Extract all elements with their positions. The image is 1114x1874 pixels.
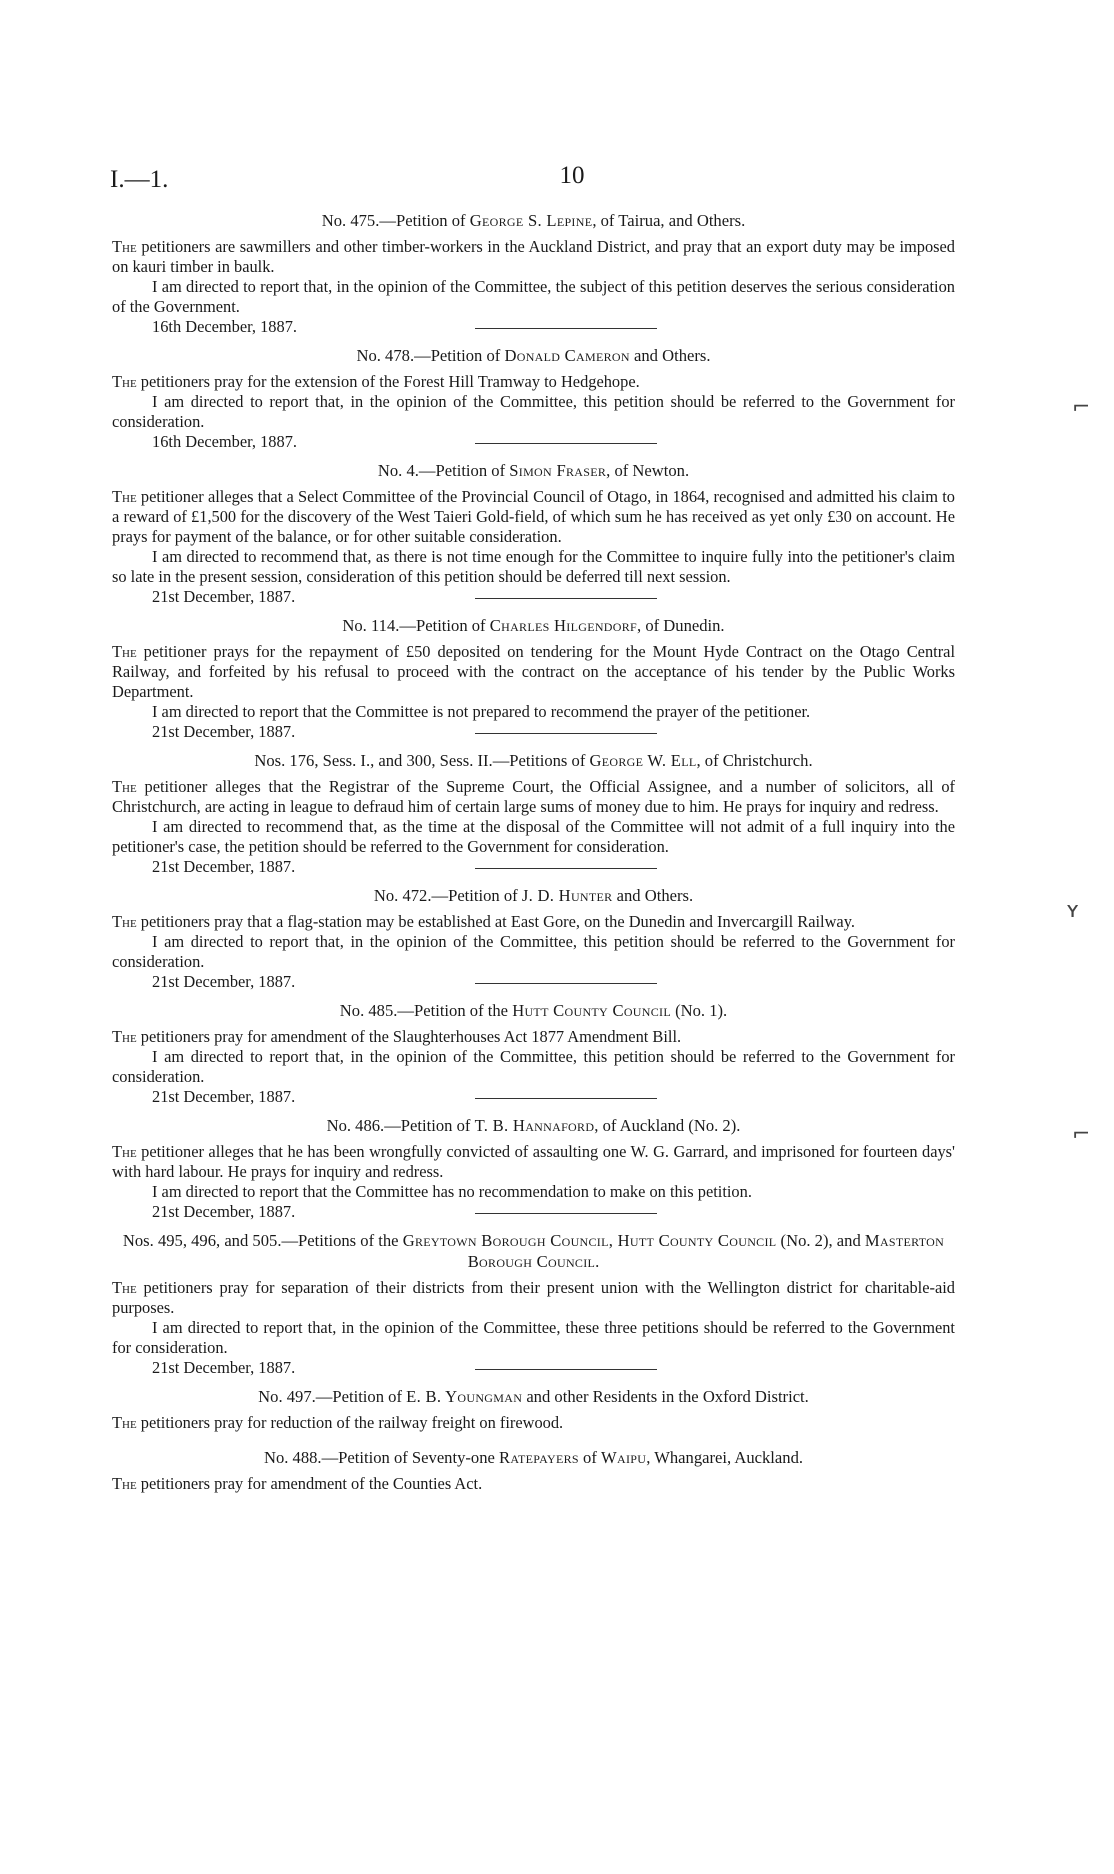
petition-body: The petitioners pray for the extension of the Forest Hill Tramway to Hedgehope. (112, 372, 640, 391)
petitioner-name: George S. Lepine (469, 211, 593, 230)
page-header (110, 162, 1000, 206)
report-date: 21st December, 1887. (152, 1087, 296, 1106)
report-date: 16th December, 1887. (152, 432, 297, 451)
petitions-list (112, 210, 955, 1494)
committee-report: I am directed to report that, in the opinion of the Committee, these three petitions should be referred to the Government for consideration. (112, 1318, 955, 1357)
petitioner-name: Waipu (601, 1448, 647, 1467)
petitioner-name: Hutt County Council (512, 1001, 671, 1020)
committee-report: I am directed to recommend that, as there is not time enough for the Committee to inquire fully into the petitioner's claim so late in the present session, consideration of this petition should be deferred till next session. (112, 547, 955, 586)
section-divider (475, 733, 657, 734)
report-date: 21st December, 1887. (152, 1358, 296, 1377)
petition-body: The petitioner alleges that the Registrar of the Supreme Court, the Official Assignee, and a number of solicitors, all of Christchurch, are acting in league to defraud him of certain large sums of money due to him. He prays for inquiry and redress. (112, 777, 955, 816)
page-number: 10 (559, 162, 585, 189)
petitioner-name: Masterton Borough Council (467, 1231, 945, 1271)
petitioner-name: J. D. Hunter (521, 886, 613, 905)
petition-entry (112, 1000, 955, 1106)
report-date: 21st December, 1887. (152, 972, 296, 991)
committee-report: I am directed to report that, in the opinion of the Committee, this petition should be referred to the Government for consideration. (112, 392, 955, 431)
report-date: 16th December, 1887. (152, 317, 297, 336)
section-divider (475, 328, 657, 329)
section-divider (475, 868, 657, 869)
section-divider (475, 443, 657, 444)
petition-entry (112, 1230, 955, 1377)
petition-entry (112, 345, 955, 451)
petition-entry (112, 1115, 955, 1221)
petitioner-name: E. B. Youngman (406, 1387, 523, 1406)
petition-heading: No. 488.—Petition of Seventy-one Ratepayers of Waipu, Whangarei, Auckland. (263, 1448, 804, 1467)
petition-entry (112, 615, 955, 741)
section-divider (475, 1369, 657, 1370)
petition-entry (112, 885, 955, 991)
section-divider (475, 983, 657, 984)
petition-heading: No. 114.—Petition of Charles Hilgendorf, of Dunedin. (342, 616, 725, 635)
petition-entry (112, 750, 955, 876)
report-date: 21st December, 1887. (152, 1202, 296, 1221)
paper-reference: I.—1. (110, 166, 169, 193)
committee-report: I am directed to report that, in the opinion of the Committee, this petition should be referred to the Government for consideration. (112, 932, 955, 971)
petitioner-name: Donald Cameron (504, 346, 630, 365)
petition-body: The petitioners pray for separation of their districts from their present union with the Wellington district for charitable-aid purposes. (112, 1278, 955, 1317)
petitioner-name: Ratepayers (499, 1448, 579, 1467)
petition-body: The petitioner alleges that a Select Committee of the Provincial Council of Otago, in 1864, recognised and admitted his claim to a reward of £1,500 for the discovery of the West Taieri Gold-field, of which sum he has received as yet only £30 on account. He prays for payment of the balance, or for other suitable consideration. (112, 487, 955, 546)
petition-heading: No. 475.—Petition of George S. Lepine, of Tairua, and Others. (321, 211, 746, 230)
petition-body: The petitioners pray for amendment of the Slaughterhouses Act 1877 Amendment Bill. (112, 1027, 682, 1046)
committee-report: I am directed to report that, in the opinion of the Committee, this petition should be referred to the Government for consideration. (112, 1047, 955, 1086)
margin-mark: ʏ (1066, 898, 1080, 923)
margin-mark: ⌐ (1072, 395, 1091, 420)
petition-heading: No. 486.—Petition of T. B. Hannaford, of Auckland (No. 2). (326, 1116, 741, 1135)
report-date: 21st December, 1887. (152, 587, 296, 606)
petitioner-name: Simon Fraser (509, 461, 607, 480)
report-date: 21st December, 1887. (152, 857, 296, 876)
committee-report: I am directed to report that the Committee has no recommendation to make on this petition. (152, 1182, 752, 1201)
committee-report: I am directed to recommend that, as the time at the disposal of the Committee will not admit of a full inquiry into the petitioner's case, the petition should be referred to the Government for consideration. (112, 817, 955, 856)
petition-body: The petitioners are sawmillers and other timber-workers in the Auckland District, and pray that an export duty may be imposed on kauri timber in baulk. (112, 237, 955, 276)
petition-body: The petitioner alleges that he has been wrongfully convicted of assaulting one W. G. Garrard, and imprisoned for fourteen days' with hard labour. He prays for inquiry and redress. (112, 1142, 955, 1181)
petitioner-name: Charles Hilgendorf (489, 616, 638, 635)
petition-entry (112, 460, 955, 606)
section-divider (475, 1213, 657, 1214)
section-divider (475, 1098, 657, 1099)
petition-heading: No. 4.—Petition of Simon Fraser, of Newton. (377, 461, 690, 480)
committee-report: I am directed to report that the Committee is not prepared to recommend the prayer of the petitioner. (152, 702, 811, 721)
petition-body: The petitioners pray for reduction of the railway freight on firewood. (112, 1413, 564, 1432)
petition-heading: No. 472.—Petition of J. D. Hunter and Others. (373, 886, 694, 905)
petition-entry (112, 210, 955, 336)
petition-heading: No. 478.—Petition of Donald Cameron and Others. (356, 346, 711, 365)
petition-heading: No. 485.—Petition of the Hutt County Council (No. 1). (339, 1001, 728, 1020)
petitioner-name: Greytown Borough Council, Hutt County Council (402, 1231, 777, 1250)
petition-heading: Nos. 495, 496, and 505.—Petitions of the Greytown Borough Council, Hutt County Council (No. 2), and Masterton Borough Council. (122, 1231, 945, 1271)
section-divider (475, 598, 657, 599)
petition-body: The petitioners pray that a flag-station may be established at East Gore, on the Dunedin and Invercargill Railway. (112, 912, 855, 931)
petitioner-name: George W. Ell (589, 751, 697, 770)
margin-mark: ⌐ (1072, 1122, 1091, 1147)
section-gap (112, 1433, 955, 1447)
petition-body: The petitioners pray for amendment of the Counties Act. (112, 1474, 483, 1493)
petition-entry (112, 1386, 955, 1447)
report-date: 21st December, 1887. (152, 722, 296, 741)
committee-report: I am directed to report that, in the opinion of the Committee, the subject of this petition deserves the serious consideration of the Government. (112, 277, 955, 316)
petition-heading: No. 497.—Petition of E. B. Youngman and other Residents in the Oxford District. (258, 1387, 809, 1406)
petition-heading: Nos. 176, Sess. I., and 300, Sess. II.—Petitions of George W. Ell, of Christchurch. (254, 751, 813, 770)
petition-body: The petitioner prays for the repayment of £50 deposited on tendering for the Mount Hyde Contract on the Otago Central Railway, and forfeited by his refusal to proceed with the contract on the acceptance of his tender by the Public Works Department. (112, 642, 955, 701)
petitioner-name: T. B. Hannaford (474, 1116, 595, 1135)
petition-entry (112, 1447, 955, 1494)
